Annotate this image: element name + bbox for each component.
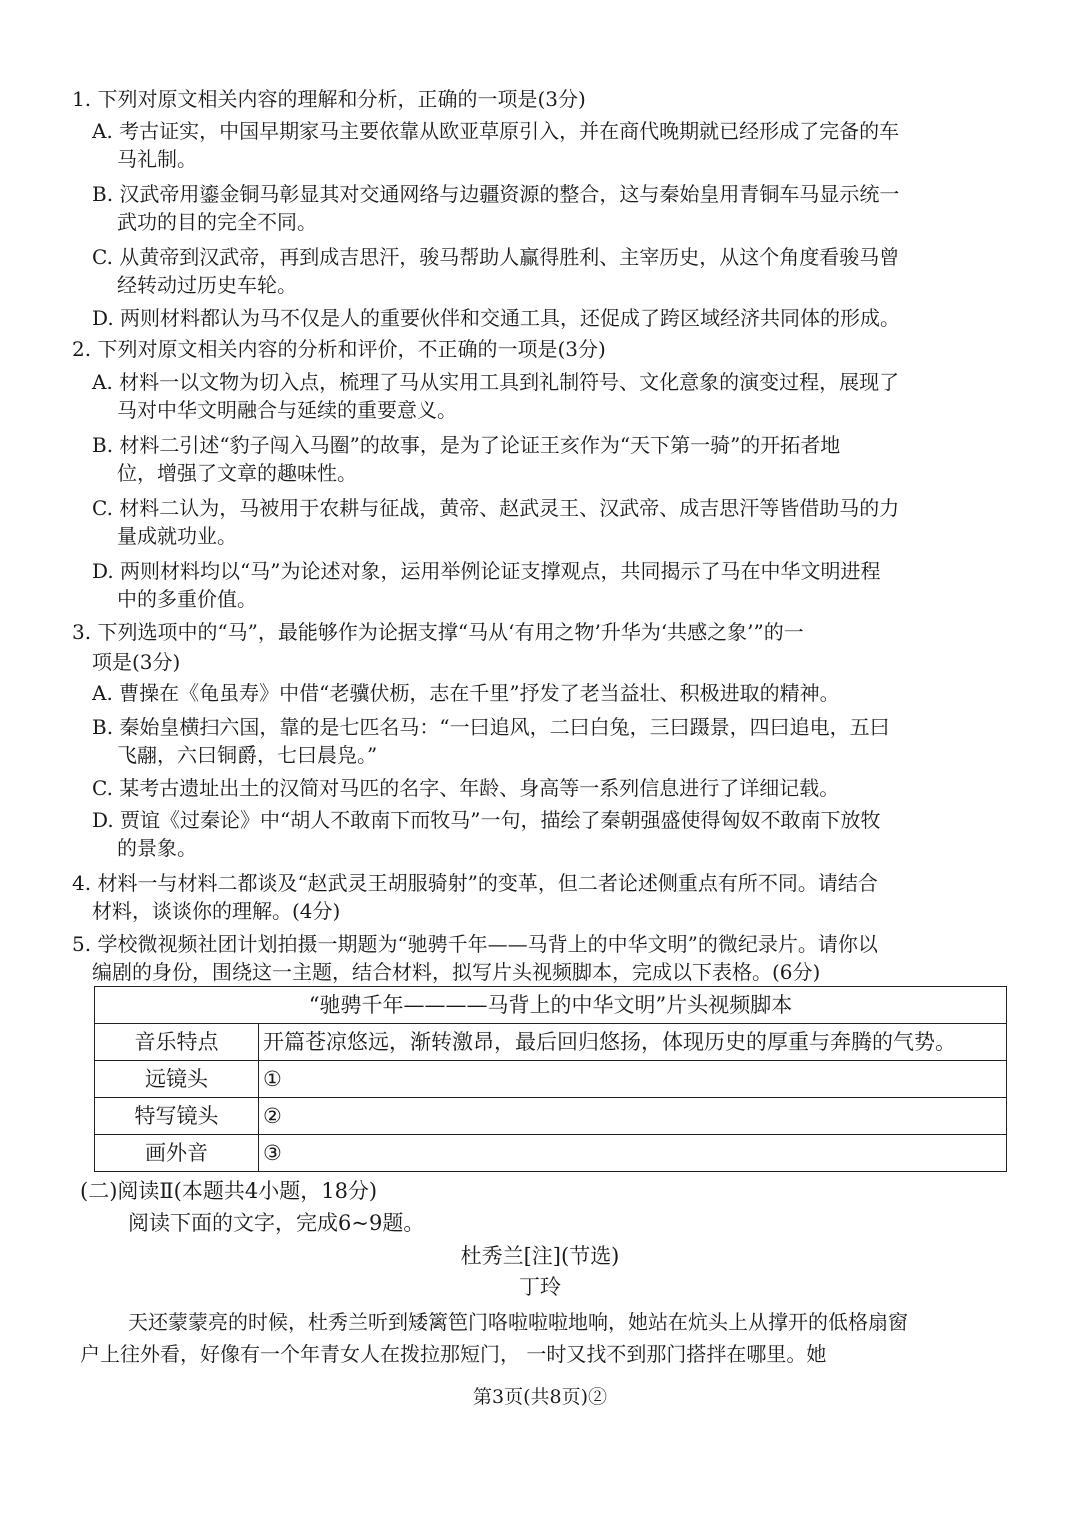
q3-option-d: D. 贾谊《过秦论》中“胡人不敢南下而牧马”一句，描绘了秦朝强盛使得匈奴不敢南下放牧 [92,808,881,832]
q3-stem: 3. 下列选项中的“马”，最能够作为论据支撑“马从‘有用之物’升华为‘共感之象’”的一 [72,620,804,644]
row-label-music: 音乐特点 [95,1024,259,1061]
row-value-music: 开篇苍凉悠远，渐转激昂，最后回归悠扬，体现历史的厚重与奔腾的气势。 [259,1024,1007,1061]
q1-option-c-cont: 经转动过历史车轮。 [117,273,297,297]
row-value-long-shot: ① [259,1061,1007,1098]
q2-option-c-cont: 量成就功业。 [117,524,237,548]
row-value-close-up: ② [259,1098,1007,1135]
q3-option-c: C. 某考古遗址出土的汉简对马匹的名字、年龄、身高等一系列信息进行了详细记载。 [92,776,840,800]
q1-stem: 1. 下列对原文相关内容的理解和分析，正确的一项是(3分) [72,87,586,111]
q2-option-d: D. 两则材料均以“马”为论述对象，运用举例论证支撑观点，共同揭示了马在中华文明进程 [92,559,881,583]
table-title-row [95,987,1007,1024]
q4-stem-cont: 材料，谈谈你的理解。(4分) [92,899,341,923]
q2-option-c: C. 材料二认为，马被用于农耕与征战，黄帝、赵武灵王、汉武帝、成吉思汗等皆借助马的力 [92,496,900,520]
q1-option-a: A. 考古证实，中国早期家马主要依靠从欧亚草原引入，并在商代晚期就已经形成了完备的车 [92,119,900,143]
q3-option-d-cont: 的景象。 [117,836,197,860]
passage-author: 丁玲 [519,1275,561,1299]
passage-paragraph-cont: 户上往外看，好像有一个年青女人在拨拉那短门， 一时又找不到那门搭拌在哪里。她 [80,1342,827,1366]
q2-option-a-cont: 马对中华文明融合与延续的重要意义。 [117,398,457,422]
q3-option-a: A. 曹操在《龟虽寿》中借“老骥伏枥，志在千里”抒发了老当益壮、积极进取的精神。 [92,681,840,705]
q2-option-d-cont: 中的多重价值。 [117,587,257,611]
q1-option-b: B. 汉武帝用鎏金铜马彰显其对交通网络与边疆资源的整合，这与秦始皇用青铜车马显示统一 [92,182,900,206]
q5-stem: 5. 学校微视频社团计划拍摄一期题为“驰骋千年——马背上的中华文明”的微纪录片。请你以 [72,932,878,956]
page-footer: 第3页(共8页)② [472,1386,607,1408]
q4-stem: 4. 材料一与材料二都谈及“赵武灵王胡服骑射”的变革，但二者论述侧重点有所不同。请结合 [72,871,878,895]
q1-option-c: C. 从黄帝到汉武帝，再到成吉思汗，骏马帮助人赢得胜利、主宰历史，从这个角度看骏马曾 [92,245,900,269]
passage-paragraph: 天还蒙蒙亮的时候，杜秀兰听到矮篱笆门咯啦啦啦地响，她站在炕头上从撑开的低格扇窗 [128,1310,908,1334]
section-heading: (二)阅读Ⅱ(本题共4小题，18分) [80,1179,378,1203]
script-table [94,986,1007,1172]
q3-stem-cont: 项是(3分) [92,650,181,674]
table-row [95,1135,1007,1172]
q2-option-a: A. 材料一以文物为切入点，梳理了马从实用工具到礼制符号、文化意象的演变过程，展现了 [92,370,900,394]
row-label-long-shot: 远镜头 [95,1061,259,1098]
q3-option-b: B. 秦始皇横扫六国，靠的是七匹名马：“一曰追风，二曰白兔，三曰蹑景，四曰追电，五曰 [92,715,890,739]
q2-option-b-cont: 位，增强了文章的趣味性。 [117,461,357,485]
table-row [95,1061,1007,1098]
row-value-voice-over: ③ [259,1135,1007,1172]
q1-option-b-cont: 武功的目的完全不同。 [117,210,317,234]
q5-stem-cont: 编剧的身份，围绕这一主题，结合材料，拟写片头视频脚本，完成以下表格。(6分) [92,960,821,984]
passage-title: 杜秀兰[注](节选) [460,1244,620,1268]
table-title: “驰骋千年————马背上的中华文明”片头视频脚本 [95,987,1007,1024]
q1-option-a-cont: 马礼制。 [117,147,197,171]
row-label-close-up: 特写镜头 [95,1098,259,1135]
row-label-voice-over: 画外音 [95,1135,259,1172]
table-row [95,1024,1007,1061]
q2-option-b: B. 材料二引述“豹子闯入马圈”的故事，是为了论证王亥作为“天下第一骑”的开拓者地 [92,433,841,457]
q3-option-b-cont: 飞翮，六曰铜爵，七曰晨凫。” [117,743,378,767]
q2-stem: 2. 下列对原文相关内容的分析和评价，不正确的一项是(3分) [72,337,606,361]
section-instruction: 阅读下面的文字，完成6~9题。 [128,1211,425,1235]
table-row [95,1098,1007,1135]
q1-option-d: D. 两则材料都认为马不仅是人的重要伙伴和交通工具，还促成了跨区域经济共同体的形成。 [92,306,901,330]
